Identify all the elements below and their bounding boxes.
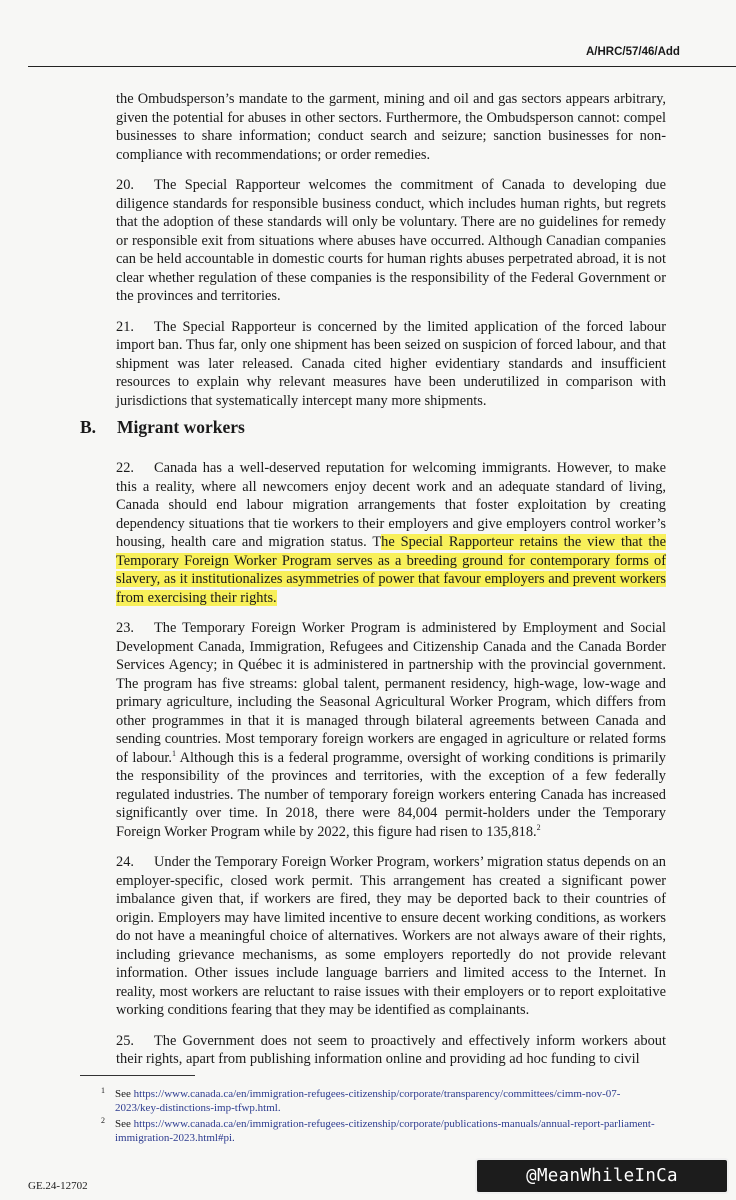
paragraph-number: 21. — [116, 318, 134, 335]
paragraph-number: 23. — [116, 620, 134, 636]
footnotes — [101, 1087, 661, 1147]
section-title: Migrant workers — [117, 417, 245, 437]
paragraph-text: The Special Rapporteur welcomes the commitment of Canada to developing due diligence standards for responsible business conduct, which includes human rights, but regrets that the adoption of these standards will only be voluntary. There are no guidelines for remedy or responsible exit from situations where abuses have occurred. Although Canadian companies can be held accountable in domestic courts for human rights abuses perpetrated abroad, it is not clear whether regulation of these companies is the responsibility of the Federal Government or the provinces and territories. — [116, 177, 666, 304]
paragraph-text: Canada has a well-deserved reputation for welcoming immigrants. However, to make this a reality, where all newcomers enjoy decent work and an adequate standard of living, Canada should end labour migration arrangements that foster exploitation by creating dependency situations that tie workers to their employers and give employers control worker’s housing, health care and migration status. T — [116, 460, 666, 550]
footnote-1 — [101, 1087, 661, 1115]
paragraph-20 — [116, 176, 666, 306]
paragraph-text: Although this is a federal programme, oversight of working conditions is primarily the responsibility of the provinces and territories, with the exception of a few federally regulated industries. The number of temporary foreign workers entering Canada has increased significantly over time. In 2018, there were 84,004 permit-holders under the Temporary Foreign Worker Program while by 2022, this figure had risen to 135,818. — [116, 749, 667, 840]
paragraph-25 — [116, 1032, 666, 1069]
paragraph-21 — [116, 318, 666, 411]
section-letter: B. — [80, 417, 97, 437]
footnote-link[interactable]: https://www.canada.ca/en/immigration-refugees-citizenship/corporate/publications-manuals/annual-report-parliament-immigration-2023.html#pi. — [115, 1118, 655, 1144]
paragraph-text: Under the Temporary Foreign Worker Program, workers’ migration status depends on an employer-specific, closed work permit. This arrangement has created a significant power imbalance given that, if workers are fired, they may be deported back to their countries of origin. Employers may have limited incentive to ensure decent working conditions, as workers do not have a meaningful choice of alternatives. Workers are not always aware of their rights, including grievance mechanisms, as some employers reportedly do not provide relevant information. Other issues include language barriers and limited access to the Internet. In reality, most workers are reluctant to raise issues with their employers or to report exploitative working conditions fearing that they may be identified as complainants. — [116, 854, 666, 1018]
paragraph-number: 20. — [116, 177, 134, 193]
document-symbol: A/HRC/57/46/Add — [586, 46, 680, 58]
footnote-prefix: See — [115, 1088, 134, 1100]
header-rule — [28, 66, 736, 67]
body-lower — [116, 459, 666, 1081]
section-heading — [80, 417, 245, 438]
paragraph-23 — [116, 619, 666, 841]
footnote-ref[interactable]: 2 — [536, 822, 541, 832]
paragraph-number: 22. — [116, 460, 134, 476]
body-upper — [116, 90, 666, 422]
paragraph-continuation: the Ombudsperson’s mandate to the garment, mining and oil and gas sectors appears arbitrary, given the potential for abuses in other sectors. Furthermore, the Ombudsperson cannot: compel businesses to share information; conduct search and seizure; sanction businesses for non-compliance with recommendations; or order remedies. — [116, 91, 666, 163]
footnote-number: 2 — [101, 1116, 105, 1125]
watermark-handle: @MeanWhileInCa — [475, 1158, 729, 1194]
highlighted-text: he Special Rapporteur retains the view that the Temporary Foreign Worker Program serves as a breeding ground for contemporary forms of slavery, as it institutionalizes asymmetries of power that favour employers and prevent workers from exercising their rights. — [116, 534, 666, 606]
document-code: GE.24-12702 — [28, 1180, 88, 1192]
footnote-rule — [80, 1075, 195, 1076]
footnote-link[interactable]: https://www.canada.ca/en/immigration-refugees-citizenship/corporate/transparency/committees/cimm-nov-07-2023/key-distinctions-imp-tfwp.html. — [115, 1088, 621, 1114]
footnote-2 — [101, 1117, 661, 1145]
paragraph-text: The Special Rapporteur is concerned by the limited application of the forced labour import ban. Thus far, only one shipment has been seized on suspicion of forced labour, and that shipment was later released. Canada cited higher evidentiary standards and insufficient resources to explain why relevant measures have been underutilized in comparison with jurisdictions that systematically intercept many more shipments. — [116, 318, 666, 409]
footnote-ref[interactable]: 1 — [172, 748, 176, 758]
paragraph-number: 25. — [116, 1032, 134, 1049]
paragraph-text: The Government does not seem to proactively and effectively inform workers about their rights, apart from publishing information online and providing ad hoc funding to civil — [116, 1032, 666, 1067]
footnote-number: 1 — [101, 1086, 105, 1095]
footnote-prefix: See — [115, 1118, 134, 1130]
paragraph-text: The Temporary Foreign Worker Program is administered by Employment and Social Development Canada, Immigration, Refugees and Citizenship Canada and the Canada Border Services Agency; in Québec it is administered in partnership with the provincial government. The program has five streams: global talent, permanent residency, high-wage, low-wage and primary agriculture, including the Seasonal Agricultural Worker Program, which differs from other programmes in that it is managed through bilateral agreements between Canada and sending countries. Most temporary foreign workers are engaged in agriculture or related forms of labour. — [116, 620, 666, 766]
paragraph-22 — [116, 459, 666, 607]
paragraph-24 — [116, 853, 666, 1020]
paragraph-number: 24. — [116, 854, 134, 870]
